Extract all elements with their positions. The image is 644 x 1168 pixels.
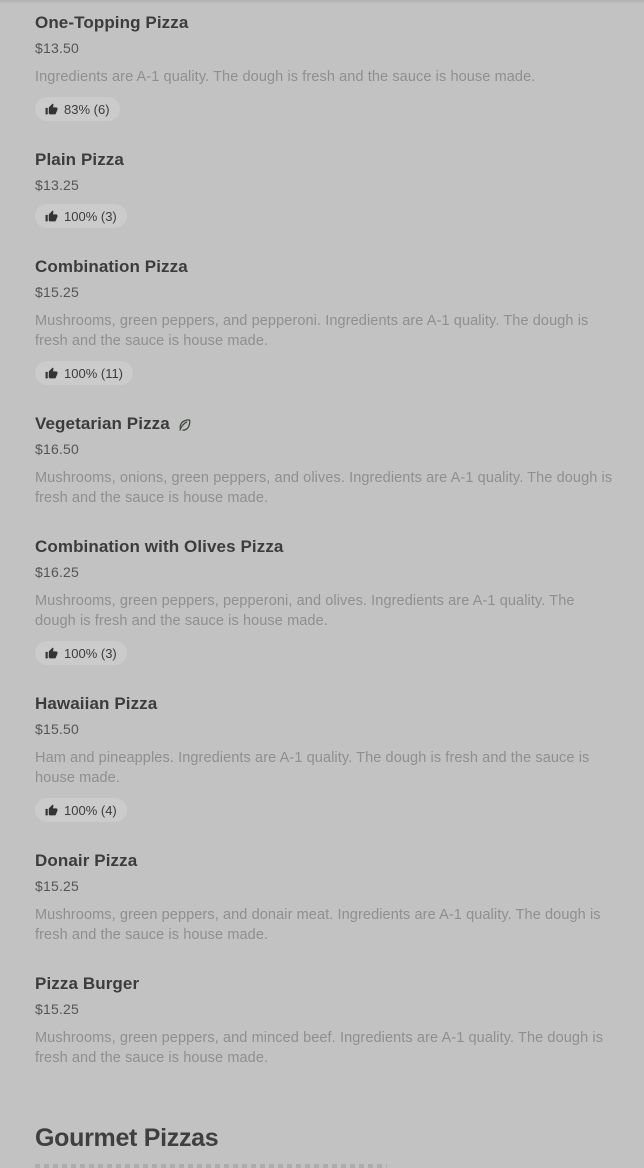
menu-item-price: $15.25 <box>35 878 80 894</box>
section-heading-gourmet-pizzas: Gourmet Pizzas <box>35 1124 219 1152</box>
rating-badge-text: 100% (3) <box>64 208 117 224</box>
menu-item-description: Mushrooms, green peppers, and minced beef. Ingredients are A-1 quality. The dough is fresh and the sauce is house made. <box>35 1030 604 1066</box>
menu-item-name-text: One-Topping Pizza <box>35 13 189 32</box>
thumbs-up-icon <box>45 804 58 817</box>
thumbs-up-icon <box>45 647 58 660</box>
menu-item-name-text: Combination Pizza <box>35 257 188 276</box>
menu-item[interactable] <box>35 257 617 385</box>
menu-item-description: Ham and pineapples. Ingredients are A-1 quality. The dough is fresh and the sauce is house made. <box>35 750 590 786</box>
menu-item[interactable] <box>35 974 617 1068</box>
menu-item-price: $13.50 <box>35 40 80 56</box>
menu-item-price: $15.25 <box>35 1001 80 1017</box>
menu-item-name <box>35 851 617 871</box>
next-item-clipped <box>35 1164 387 1168</box>
menu-item[interactable] <box>35 13 617 121</box>
menu-item[interactable] <box>35 150 617 228</box>
thumbs-up-icon <box>45 367 58 380</box>
menu-item-name <box>35 150 617 170</box>
rating-badge <box>35 641 127 665</box>
menu-item-price: $13.25 <box>35 177 80 193</box>
rating-badge-text: 100% (11) <box>64 365 124 381</box>
menu-item-name <box>35 694 617 714</box>
rating-badge <box>35 97 120 121</box>
rating-badge <box>35 361 133 385</box>
menu-item-name <box>35 974 617 994</box>
rating-badge-text: 100% (3) <box>64 645 117 661</box>
menu-item[interactable] <box>35 694 617 822</box>
leaf-icon <box>177 417 192 432</box>
menu-item-name-text: Donair Pizza <box>35 851 138 870</box>
menu-item-name-text: Pizza Burger <box>35 974 140 993</box>
menu-item-name <box>35 257 617 277</box>
menu-item-name-text: Plain Pizza <box>35 150 124 169</box>
menu-item-description: Mushrooms, green peppers, and donair meat. Ingredients are A-1 quality. The dough is fresh and the sauce is house made. <box>35 907 601 943</box>
rating-badge <box>35 798 127 822</box>
rating-badge-text: 83% (6) <box>64 101 110 117</box>
menu-item[interactable] <box>35 851 617 945</box>
menu-item[interactable] <box>35 537 617 665</box>
rating-badge <box>35 204 127 228</box>
menu-item-price: $15.50 <box>35 721 80 737</box>
menu-item-list <box>35 13 617 1068</box>
menu-item-description: Ingredients are A-1 quality. The dough is fresh and the sauce is house made. <box>35 69 536 85</box>
menu-item-name <box>35 414 617 434</box>
menu-item-description: Mushrooms, onions, green peppers, and olives. Ingredients are A-1 quality. The dough is fresh and the sauce is house made. <box>35 470 613 506</box>
menu-item-name-text: Hawaiian Pizza <box>35 694 158 713</box>
menu-item-name <box>35 537 617 557</box>
menu-item-name <box>35 13 617 33</box>
rating-badge-text: 100% (4) <box>64 802 117 818</box>
thumbs-up-icon <box>45 103 58 116</box>
thumbs-up-icon <box>45 210 58 223</box>
menu-item-description: Mushrooms, green peppers, and pepperoni. Ingredients are A-1 quality. The dough is fresh and the sauce is house made. <box>35 313 589 349</box>
menu-item-description: Mushrooms, green peppers, pepperoni, and olives. Ingredients are A-1 quality. The dough is fresh and the sauce is house made. <box>35 593 575 629</box>
menu-item-price: $16.25 <box>35 564 80 580</box>
menu-item-name-text: Combination with Olives Pizza <box>35 537 284 556</box>
menu-item-name-text: Vegetarian Pizza <box>35 414 170 433</box>
menu-item-price: $16.50 <box>35 441 80 457</box>
menu-item-price: $15.25 <box>35 284 80 300</box>
menu-item[interactable] <box>35 414 617 508</box>
